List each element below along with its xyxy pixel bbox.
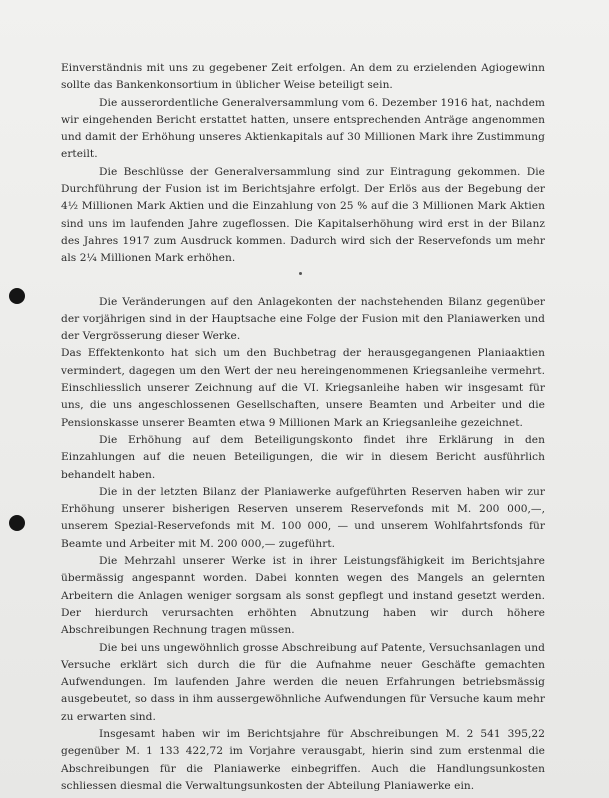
paragraph: Die Erhöhung auf dem Beteiligungskonto findet ihre Erklärung in den Einzahlungen auf die neuen Beteiligungen, die wir in diesem Bericht ausführlich behandelt haben. xyxy=(61,433,545,481)
paragraph: Einverständnis mit uns zu gegebener Zeit erfolgen. An dem zu erzielenden Agiogewinn sollte das Bankenkonsortium in üblicher Weise beteiligt sein. xyxy=(61,62,545,92)
paragraph: Die Mehrzahl unserer Werke ist in ihrer Leistungsfähigkeit im Berichtsjahre übermässig angespannt worden. Dabei konnten wegen des Mangels an gelernten Arbeitern die Anlagen weniger sorgsam als sonst gepflegt und instand gesetzt werden. Der hierdurch verursachten erhöhten Abnutzung haben wir durch höhere Abschreibungen Rechnung tragen müssen. xyxy=(61,555,545,637)
paragraph: Die ausserordentliche Generalversammlung vom 6. Dezember 1916 hat, nachdem wir eingehenden Bericht erstattet hatten, unsere entsprechenden Anträge angenommen und damit der Erhöhung unseres Aktienkapitals auf 30 Millionen Mark ihre Zustimmung erteilt. xyxy=(61,96,545,161)
paragraph: Das Effektenkonto hat sich um den Buchbetrag der herausgegangenen Planiaaktien vermindert, dagegen um den Wert der neu hereingenommenen Kriegsanleihe vermehrt. Einschliesslich unserer Zeichnung auf die VI. Kriegsanleihe haben wir insgesamt für uns, die uns angeschlossenen Gesellschaften, unsere Beamten und Arbeiter und die Pensionskasse unserer Beamten etwa 9 Millionen Mark an Kriegsanleihe gezeichnet. xyxy=(61,347,545,429)
punch-hole-top xyxy=(9,288,25,304)
paragraph: Die Veränderungen auf den Anlagekonten der nachstehenden Bilanz gegenüber der vorjährigen sind in der Hauptsache eine Folge der Fusion mit den Planiawerken und der Vergrösserung dieser Werke. xyxy=(61,295,545,343)
paragraph: Die in der letzten Bilanz der Planiawerke aufgeführten Reserven haben wir zur Erhöhung unserer bisherigen Reserven unserem Reservefonds mit M. 200 000,—, unserem Spezial-Reservefonds mit M. 100 000, — und unserem Wohlfahrtsfonds für Beamte und Arbeiter mit M. 200 000,— zugeführt. xyxy=(61,485,545,550)
paragraph: Die bei uns ungewöhnlich grosse Abschreibung auf Patente, Versuchsanlagen und Versuche erklärt sich durch die für die Aufnahme neuer Geschäfte gemachten Aufwendungen. Im laufenden Jahre werden die neuen Erfahrungen betriebsmässig ausgebeutet, so dass in ihm aussergewöhnliche Aufwendungen für Versuche kaum mehr zu erwarten sind. xyxy=(61,641,545,723)
section-separator xyxy=(61,268,545,294)
paragraph: Die Beschlüsse der Generalversammlung sind zur Eintragung gekommen. Die Durchführung der Fusion ist im Berichtsjahre erfolgt. Der Erlös aus der Begebung der 4½ Millionen Mark Aktien und die Einzahlung von 25 % auf die 3 Millionen Mark Aktien sind uns im laufenden Jahre zugeflossen. Die Kapitalserhöhung wird erst in der Bilanz des Jahres 1917 zum Ausdruck kommen. Dadurch wird sich der Reservefonds um mehr als 2¼ Millionen Mark erhöhen. xyxy=(61,165,545,265)
body-text xyxy=(61,60,545,795)
paragraph: Insgesamt haben wir im Berichtsjahre für Abschreibungen M. 2 541 395,22 gegenüber M. 1 133 422,72 im Vorjahre verausgabt, hierin sind zum erstenmal die Abschreibungen für die Planiawerke einbegriffen. Auch die Handlungsunkosten schliessen diesmal die Verwaltungsunkosten der Abteilung Planiawerke ein. xyxy=(61,727,545,792)
punch-hole-bottom xyxy=(9,515,25,531)
separator-dot xyxy=(299,272,302,275)
